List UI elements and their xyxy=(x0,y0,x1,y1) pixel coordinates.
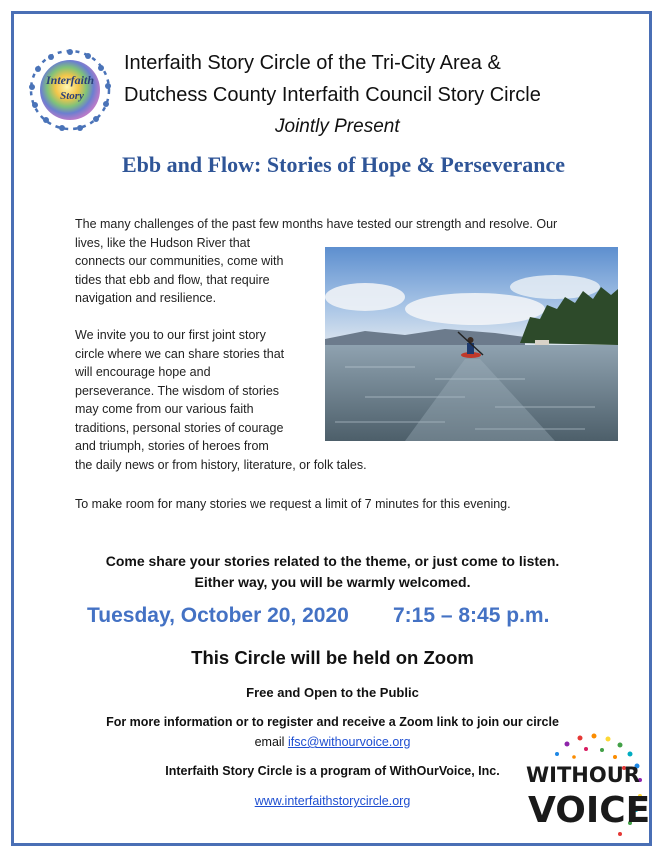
paragraph-2-line-5: may come from our various faith xyxy=(75,402,254,416)
admission-line: Free and Open to the Public xyxy=(246,685,419,700)
event-time: 7:15 – 8:45 p.m. xyxy=(393,604,550,627)
paragraph-2-line-8: the daily news or from history, literature, or folk tales. xyxy=(75,457,367,472)
invite-line-1: Come share your stories related to the theme, or just come to listen. xyxy=(105,553,560,569)
website-link[interactable]: www.interfaithstorycircle.org xyxy=(254,794,411,808)
paragraph-1-line-2: lives, like the Hudson River that xyxy=(75,235,251,250)
paragraph-1-line-4: tides that ebb and flow, that require xyxy=(75,272,270,287)
event-title: Ebb and Flow: Stories of Hope & Perseverance xyxy=(122,152,565,177)
paragraph-3: To make room for many stories we request a limit of 7 minutes for this evening. xyxy=(75,497,511,511)
logo-text-interfaith: Interfaith xyxy=(45,73,95,87)
jointly-present: Jointly Present xyxy=(275,116,400,137)
withourvoice-logo xyxy=(522,730,650,845)
paragraph-1-line-1: The many challenges of the past few months have tested our strength and resolve. Our xyxy=(75,217,558,231)
wov-logo-line-1: WITHOUR xyxy=(526,763,640,787)
paragraph-2-line-7: and triumph, stories of heroes from xyxy=(75,439,269,453)
venue-line: This Circle will be held on Zoom xyxy=(191,647,474,668)
invite-line-2: Either way, you will be warmly welcomed. xyxy=(194,574,471,590)
header-line-1: Interfaith Story Circle of the Tri-City Area & xyxy=(124,52,501,74)
paragraph-1-line-3: connects our communities, come with xyxy=(75,254,284,268)
paragraph-1-line-5: navigation and resilience. xyxy=(75,291,217,305)
email-prefix: email xyxy=(254,735,288,749)
paragraph-2-line-4: perseverance. The wisdom of stories xyxy=(75,383,280,398)
paragraph-2-line-2: circle where we can share stories that xyxy=(75,346,285,361)
event-date: Tuesday, October 20, 2020 xyxy=(87,604,349,627)
email-link[interactable]: ifsc@withourvoice.org xyxy=(287,735,411,749)
paragraph-2-line-1: We invite you to our first joint story xyxy=(75,328,266,342)
interfaith-story-logo xyxy=(24,44,116,136)
wov-logo-line-2: VOICE xyxy=(528,790,650,831)
kayak-river-photo xyxy=(325,247,618,441)
program-line: Interfaith Story Circle is a program of WithOurVoice, Inc. xyxy=(165,764,500,778)
logo-text-story: Story xyxy=(60,90,84,102)
header-line-2: Dutchess County Interfaith Council Story Circle xyxy=(124,84,541,106)
paragraph-2-line-3: will encourage hope and xyxy=(75,365,211,379)
paragraph-2-line-6: traditions, personal stories of courage xyxy=(75,420,284,435)
info-line: For more information or to register and receive a Zoom link to join our circle xyxy=(106,715,559,729)
